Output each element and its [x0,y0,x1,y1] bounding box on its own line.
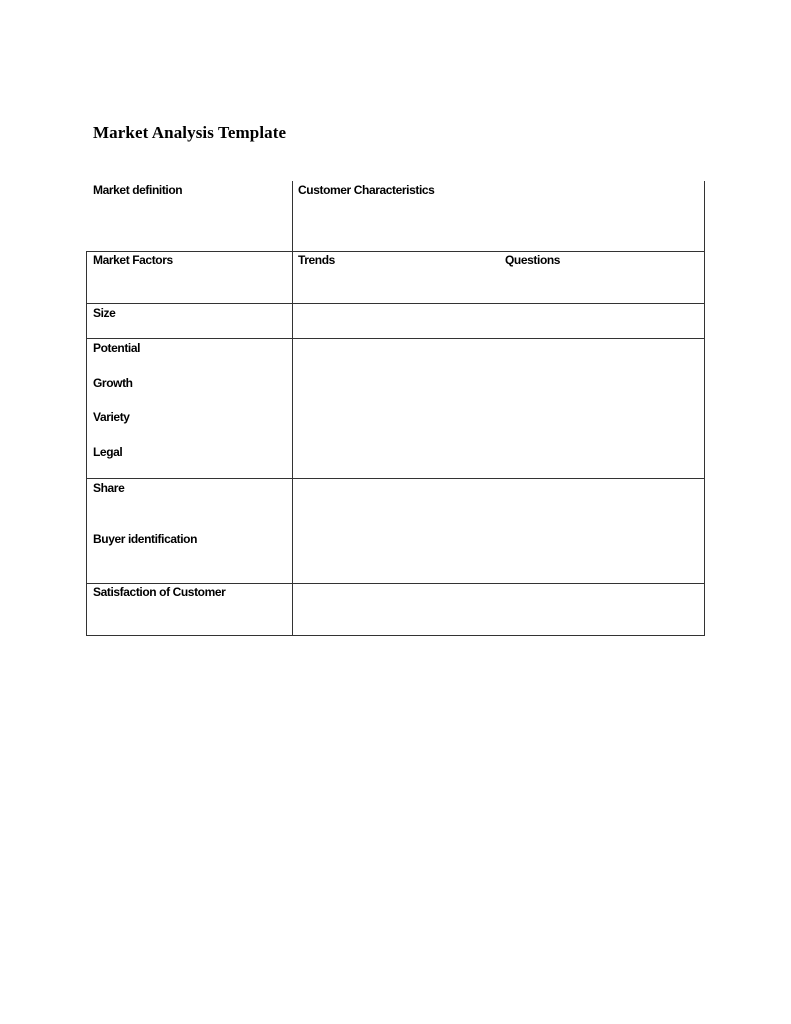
trends-label: Trends [298,253,335,267]
satisfaction-of-customer-label: Satisfaction of Customer [93,585,226,599]
row-divider-2 [86,303,705,304]
table-left-border [86,251,87,636]
market-definition-label: Market definition [93,183,183,197]
legal-label: Legal [93,445,123,459]
potential-label: Potential [93,341,141,355]
table-bottom-border [86,635,705,636]
buyer-identification-label: Buyer identification [93,532,198,546]
variety-label: Variety [93,410,130,424]
customer-characteristics-label: Customer Characteristics [298,183,435,197]
questions-label: Questions [505,253,561,267]
table-right-border [704,181,705,636]
page-title: Market Analysis Template [93,123,287,142]
market-analysis-table [86,181,705,636]
row-divider-5 [86,583,705,584]
row-divider-4 [86,478,705,479]
share-label: Share [93,481,125,495]
row-divider-3 [86,338,705,339]
market-factors-label: Market Factors [93,253,173,267]
row-divider-1 [86,251,705,252]
growth-label: Growth [93,376,133,390]
table-column-divider [292,181,293,636]
size-label: Size [93,306,116,320]
